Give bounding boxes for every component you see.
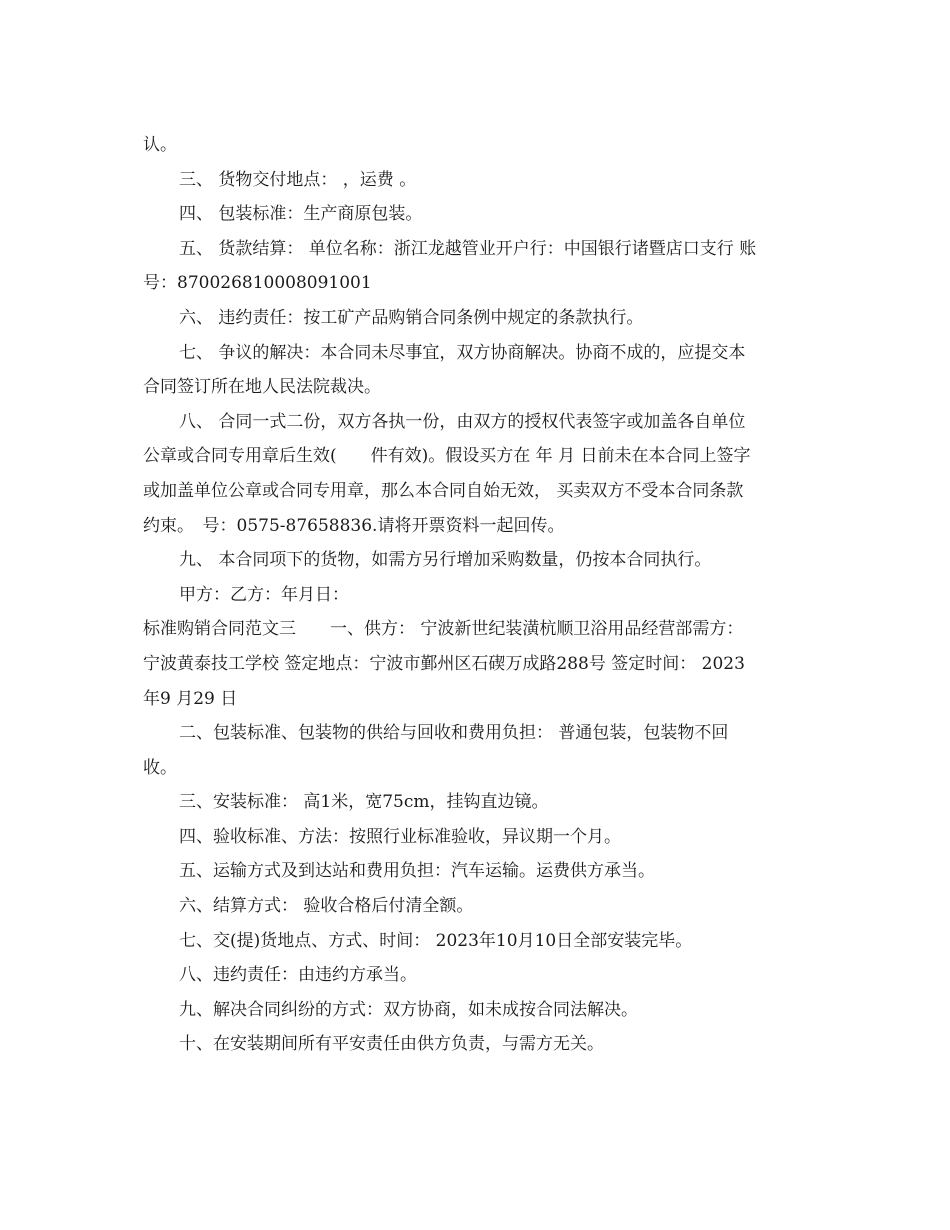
- text-line: 三、 货物交付地点： ，运费 。: [179, 169, 417, 190]
- text-line: 二、包装标准、包装物的供给与回收和费用负担： 普通包装，包装物不回: [179, 723, 729, 744]
- text-line: 四、验收标准、方法：按照行业标准验收，异议期一个月。: [179, 826, 621, 847]
- text-line: 七、交(提)货地点、方式、时间： 2023年10月10日全部安装完毕。: [179, 930, 693, 951]
- text-line: 年9 月29 日: [143, 688, 238, 709]
- text-line: 约束。 号：0575-87658836.请将开票资料一起回传。: [143, 515, 565, 536]
- text-line: 五、 货款结算： 单位名称：浙江龙越管业开户行：中国银行诸暨店口支行 账: [179, 238, 757, 259]
- section-heading-line: 标准购销合同范文三 一、供方： 宁波新世纪装潢杭顺卫浴用品经营部需方：: [143, 619, 744, 640]
- text-line: 九、 本合同项下的货物，如需方另行增加采购数量，仍按本合同执行。: [179, 550, 712, 571]
- text-line: 公章或合同专用章后生效( 件有效)。假设买方在 年 月 日前未在本合同上签字: [143, 446, 751, 467]
- text-line: 或加盖单位公章或合同专用章，那么本合同自始无效， 买卖双方不受本合同条款: [143, 480, 744, 501]
- text-line: 四、 包装标准：生产商原包装。: [179, 204, 423, 225]
- signature-line: 甲方：乙方：年月日：: [179, 584, 349, 605]
- text-line: 九、解决合同纠纷的方式：双方协商，如未成按合同法解决。: [179, 999, 638, 1020]
- text-line: 六、结算方式： 验收合格后付清全额。: [179, 896, 474, 917]
- text-line: 七、 争议的解决：本合同未尽事宜，双方协商解决。协商不成的，应提交本: [179, 342, 746, 363]
- text-line: 五、运输方式及到达站和费用负担：汽车运输。运费供方承当。: [179, 861, 655, 882]
- text-line: 合同签订所在地人民法院裁决。: [143, 377, 381, 398]
- text-line: 号：870026810008091001: [143, 273, 372, 294]
- text-line: 八、违约责任：由违约方承当。: [179, 965, 417, 986]
- text-line: 八、 合同一式二份，双方各执一份，由双方的授权代表签字或加盖各自单位: [179, 411, 746, 432]
- text-line: 收。: [143, 757, 177, 778]
- text-line: 宁波黄泰技工学校 签定地点：宁波市鄞州区石碶万成路288号 签定时间： 2023: [143, 653, 745, 674]
- text-line: 六、 违约责任：按工矿产品购销合同条例中规定的条款执行。: [179, 307, 644, 328]
- text-line: 三、安装标准： 高1米，宽75cm，挂钩直边镜。: [179, 792, 549, 813]
- text-line: 认。: [143, 135, 177, 155]
- text-line: 十、在安装期间所有平安责任由供方负责，与需方无关。: [179, 1034, 604, 1055]
- document-body: [143, 128, 815, 1062]
